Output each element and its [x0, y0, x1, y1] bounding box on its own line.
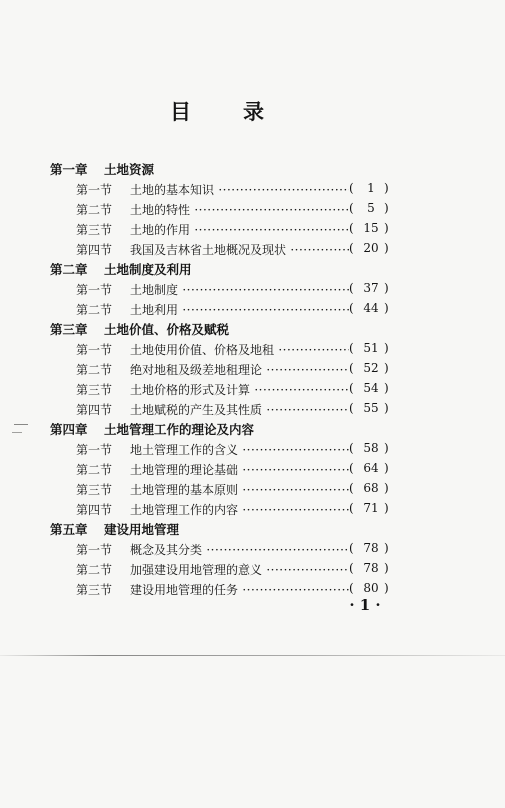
- toc-section[interactable]: 第一节 地土管理工作的含义 ····· ( 58 ): [0, 438, 505, 458]
- section-title: 绝对地租及级差地租理论 ·····: [130, 361, 349, 378]
- section-page: 1: [367, 181, 375, 195]
- chapter-title: 土地管理工作的理论及内容: [104, 422, 255, 437]
- scan-artifact: [12, 432, 22, 433]
- section-number: 第四节: [76, 243, 113, 257]
- toc-section[interactable]: 第四节 土地赋税的产生及其性质 ····· ( 55 ): [0, 398, 505, 418]
- section-page: 15: [363, 221, 379, 235]
- section-page: 55: [363, 401, 379, 415]
- chapter-title: 土地资源: [104, 162, 155, 177]
- section-number: 第一节: [76, 343, 113, 357]
- section-number: 第二节: [76, 463, 113, 477]
- toc-section[interactable]: 第一节 土地的基本知识 ····· ( 1 ): [0, 178, 505, 198]
- chapter-number: 第三章: [50, 322, 88, 337]
- section-number: 第三节: [76, 223, 113, 237]
- chapter-title: 土地制度及利用: [104, 262, 192, 277]
- toc-section[interactable]: 第一节 概念及其分类 ····· ( 78 ): [0, 538, 505, 558]
- section-page: 78: [363, 561, 379, 575]
- section-page: 78: [363, 541, 379, 555]
- toc-section[interactable]: 第三节 建设用地管理的任务 ····· ( 80 ): [0, 578, 505, 598]
- section-page: 54: [363, 381, 379, 395]
- section-page: 37: [363, 281, 379, 295]
- section-page: 68: [363, 481, 379, 495]
- chapter-number: 第四章: [50, 422, 88, 437]
- section-number: 第二节: [76, 563, 113, 577]
- section-number: 第三节: [76, 583, 113, 597]
- section-number: 第二节: [76, 303, 113, 317]
- section-page: 58: [363, 441, 379, 455]
- toc-title: [0, 96, 505, 126]
- section-title: 土地的作用 ·····: [130, 221, 349, 238]
- toc-section[interactable]: 第二节 加强建设用地管理的意义 ····· ( 78 ): [0, 558, 505, 578]
- chapter-title: 建设用地管理: [104, 522, 180, 537]
- section-title: 土地管理的理论基础 ·····: [130, 461, 349, 478]
- section-title: 土地利用 ·····: [130, 301, 349, 318]
- section-page: 71: [363, 501, 379, 515]
- toc-section[interactable]: 第三节 土地价格的形式及计算 ····· ( 54 ): [0, 378, 505, 398]
- toc-section[interactable]: 第二节 土地的特性 ····· ( 5 ): [0, 198, 505, 218]
- section-title: 土地管理工作的内容 ·····: [130, 501, 349, 518]
- section-page: 80: [363, 581, 379, 595]
- section-number: 第四节: [76, 403, 113, 417]
- chapter-title: 土地价值、价格及赋税: [104, 322, 230, 337]
- page-number: · 1 ·: [349, 596, 381, 614]
- toc-chapter[interactable]: [0, 158, 505, 178]
- section-title: 土地价格的形式及计算 ·····: [130, 381, 349, 398]
- toc-chapter[interactable]: [0, 258, 505, 278]
- toc-section[interactable]: 第二节 土地利用 ····· ( 44 ): [0, 298, 505, 318]
- section-page: 64: [363, 461, 379, 475]
- section-page: 51: [363, 341, 379, 355]
- toc-section[interactable]: 第二节 土地管理的理论基础 ····· ( 64 ): [0, 458, 505, 478]
- toc-section[interactable]: 第三节 土地管理的基本原则 ····· ( 68 ): [0, 478, 505, 498]
- section-title: 土地制度 ·····: [130, 281, 349, 298]
- chapter-number: 第一章: [50, 162, 88, 177]
- toc-title-char-2: 录: [243, 99, 264, 124]
- table-of-contents: [0, 158, 505, 598]
- section-title: 土地赋税的产生及其性质 ·····: [130, 401, 349, 418]
- toc-section[interactable]: 第四节 土地管理工作的内容 ····· ( 71 ): [0, 498, 505, 518]
- section-title: 概念及其分类 ·····: [130, 541, 349, 558]
- section-number: 第一节: [76, 543, 113, 557]
- section-title: 建设用地管理的任务 ·····: [130, 581, 349, 598]
- toc-section[interactable]: 第四节 我国及吉林省土地概况及现状 ····· ( 20 ): [0, 238, 505, 258]
- section-number: 第三节: [76, 383, 113, 397]
- scan-edge-line: [0, 655, 505, 656]
- section-page: 5: [367, 201, 375, 215]
- section-page: 20: [363, 241, 379, 255]
- toc-chapter[interactable]: [0, 418, 505, 438]
- toc-title-char-1: 目: [170, 99, 191, 124]
- toc-chapter[interactable]: [0, 318, 505, 338]
- section-number: 第一节: [76, 443, 113, 457]
- section-number: 第二节: [76, 363, 113, 377]
- section-page: 52: [363, 361, 379, 375]
- section-number: 第四节: [76, 503, 113, 517]
- section-title: 我国及吉林省土地概况及现状 ·····: [130, 241, 349, 258]
- section-number: 第一节: [76, 283, 113, 297]
- section-title: 土地使用价值、价格及地租 ·····: [130, 341, 349, 358]
- section-number: 第三节: [76, 483, 113, 497]
- chapter-number: 第二章: [50, 262, 88, 277]
- toc-section[interactable]: 第三节 土地的作用 ····· ( 15 ): [0, 218, 505, 238]
- toc-section[interactable]: 第一节 土地使用价值、价格及地租 ····· ( 51 ): [0, 338, 505, 358]
- toc-section[interactable]: 第一节 土地制度 ····· ( 37 ): [0, 278, 505, 298]
- toc-chapter[interactable]: [0, 518, 505, 538]
- section-title: 土地的特性 ·····: [130, 201, 349, 218]
- chapter-number: 第五章: [50, 522, 88, 537]
- section-page: 44: [363, 301, 379, 315]
- toc-section[interactable]: 第二节 绝对地租及级差地租理论 ····· ( 52 ): [0, 358, 505, 378]
- section-title: 加强建设用地管理的意义 ·····: [130, 561, 349, 578]
- section-number: 第二节: [76, 203, 113, 217]
- section-number: 第一节: [76, 183, 113, 197]
- section-title: 土地的基本知识 ·····: [130, 181, 349, 198]
- scan-artifact: [14, 424, 28, 425]
- section-title: 地土管理工作的含义 ·····: [130, 441, 349, 458]
- section-title: 土地管理的基本原则 ·····: [130, 481, 349, 498]
